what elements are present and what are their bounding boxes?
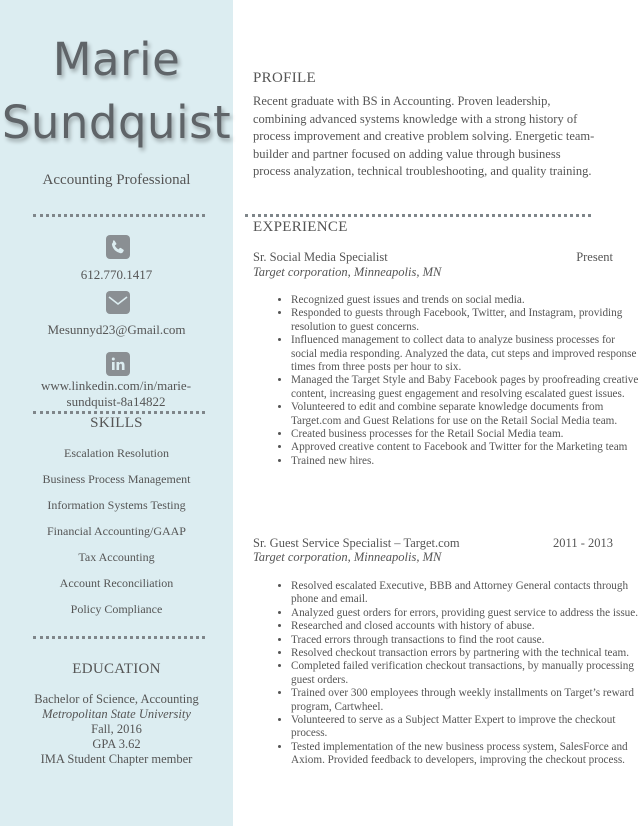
education-term: Fall, 2016: [91, 722, 142, 736]
list-item: • Managed the Target Style and Baby Facebook pages by proofreading creative content, increasing guest engagement and resolving escalated guest issues.: [291, 374, 638, 401]
list-item: • Volunteered to edit and combine separate knowledge documents from Target.com and Guest Relations for use on the Retail Social Media team.: [291, 401, 638, 428]
email-address[interactable]: Mesunnyd23@Gmail.com: [47, 322, 186, 337]
phone-icon: [106, 235, 130, 259]
envelope-icon: [106, 291, 130, 314]
name-last: Sundquist: [1, 96, 232, 149]
education-block: [0, 692, 233, 767]
job-title: Sr. Social Media Specialist: [253, 250, 388, 264]
list-item: • Trained over 300 employees through weekly installments on Target’s reward program, Cartwheel.: [291, 687, 638, 714]
list-item: • Traced errors through transactions to find the root cause.: [291, 634, 638, 647]
profile-heading: PROFILE: [253, 70, 316, 86]
divider: [33, 411, 205, 414]
job-dates: Present: [576, 250, 613, 264]
education-school: Metropolitan State University: [42, 707, 191, 721]
list-item: • Researched and closed accounts with history of abuse.: [291, 620, 638, 633]
linkedin-url[interactable]: www.linkedin.com/in/marie-sundquist-8a14822: [40, 378, 192, 409]
job-dates: 2011 - 2013: [553, 536, 613, 550]
skill-item: Account Reconciliation: [59, 576, 174, 590]
skill-item: Business Process Management: [42, 472, 191, 486]
role-title: Accounting Professional: [42, 172, 191, 188]
job-title: Sr. Guest Service Specialist – Target.com: [253, 536, 460, 550]
list-item: • Approved creative content to Facebook and Twitter for the Marketing team: [291, 441, 638, 454]
education-membership: IMA Student Chapter member: [40, 752, 193, 766]
linkedin-icon: [106, 352, 130, 376]
phone-number[interactable]: 612.770.1417: [80, 267, 153, 282]
job-bullets: [272, 294, 638, 468]
list-item: • Resolved escalated Executive, BBB and Attorney General contacts through phone and email.: [291, 580, 638, 607]
experience-heading: EXPERIENCE: [253, 219, 348, 235]
divider: [33, 636, 205, 639]
profile-summary: Recent graduate with BS in Accounting. Proven leadership, combining advanced systems knowledge with a strong history of process improvement and creative problem solving. Energetic team-builder and partner focused on adding value through business process analyzation, technical troubleshooting, and quality training.: [253, 94, 595, 178]
skills-heading: SKILLS: [90, 415, 143, 431]
education-heading: EDUCATION: [72, 661, 161, 677]
list-item: • Analyzed guest orders for errors, providing guest service to address the issue.: [291, 607, 638, 620]
education-gpa: GPA 3.62: [92, 737, 141, 751]
job-bullets: [272, 580, 638, 768]
divider: [245, 214, 591, 217]
skill-item: Information Systems Testing: [47, 498, 186, 512]
skill-item: Tax Accounting: [78, 550, 155, 564]
skill-item: Policy Compliance: [70, 602, 163, 616]
name-first: Marie: [52, 33, 181, 86]
job-company: Target corporation, Minneapolis, MN: [253, 265, 442, 279]
list-item: • Tested implementation of the new business process system, SalesForce and Axiom. Provided feedback to developers, improving the checkout process.: [291, 741, 638, 768]
list-item: • Volunteered to serve as a Subject Matter Expert to improve the checkout process.: [291, 714, 638, 741]
list-item: • Completed failed verification checkout transactions, by manually processing guest orders.: [291, 660, 638, 687]
skill-item: Financial Accounting/GAAP: [47, 524, 186, 538]
list-item: • Influenced management to collect data to analyze business processes for social media responding. Analyzed the data, cut steps and improved response times from three posts per hour to six.: [291, 334, 638, 374]
list-item: • Trained new hires.: [291, 455, 638, 468]
job-company: Target corporation, Minneapolis, MN: [253, 550, 442, 564]
skill-item: Escalation Resolution: [64, 446, 169, 460]
divider: [33, 214, 205, 217]
list-item: • Recognized guest issues and trends on social media.: [291, 294, 638, 307]
list-item: • Created business processes for the Retail Social Media team.: [291, 428, 638, 441]
list-item: • Resolved checkout transaction errors by partnering with the technical team.: [291, 647, 638, 660]
education-degree: Bachelor of Science, Accounting: [34, 692, 199, 706]
list-item: • Responded to guests through Facebook, Twitter, and Instagram, providing resolution to guest concerns.: [291, 307, 638, 334]
